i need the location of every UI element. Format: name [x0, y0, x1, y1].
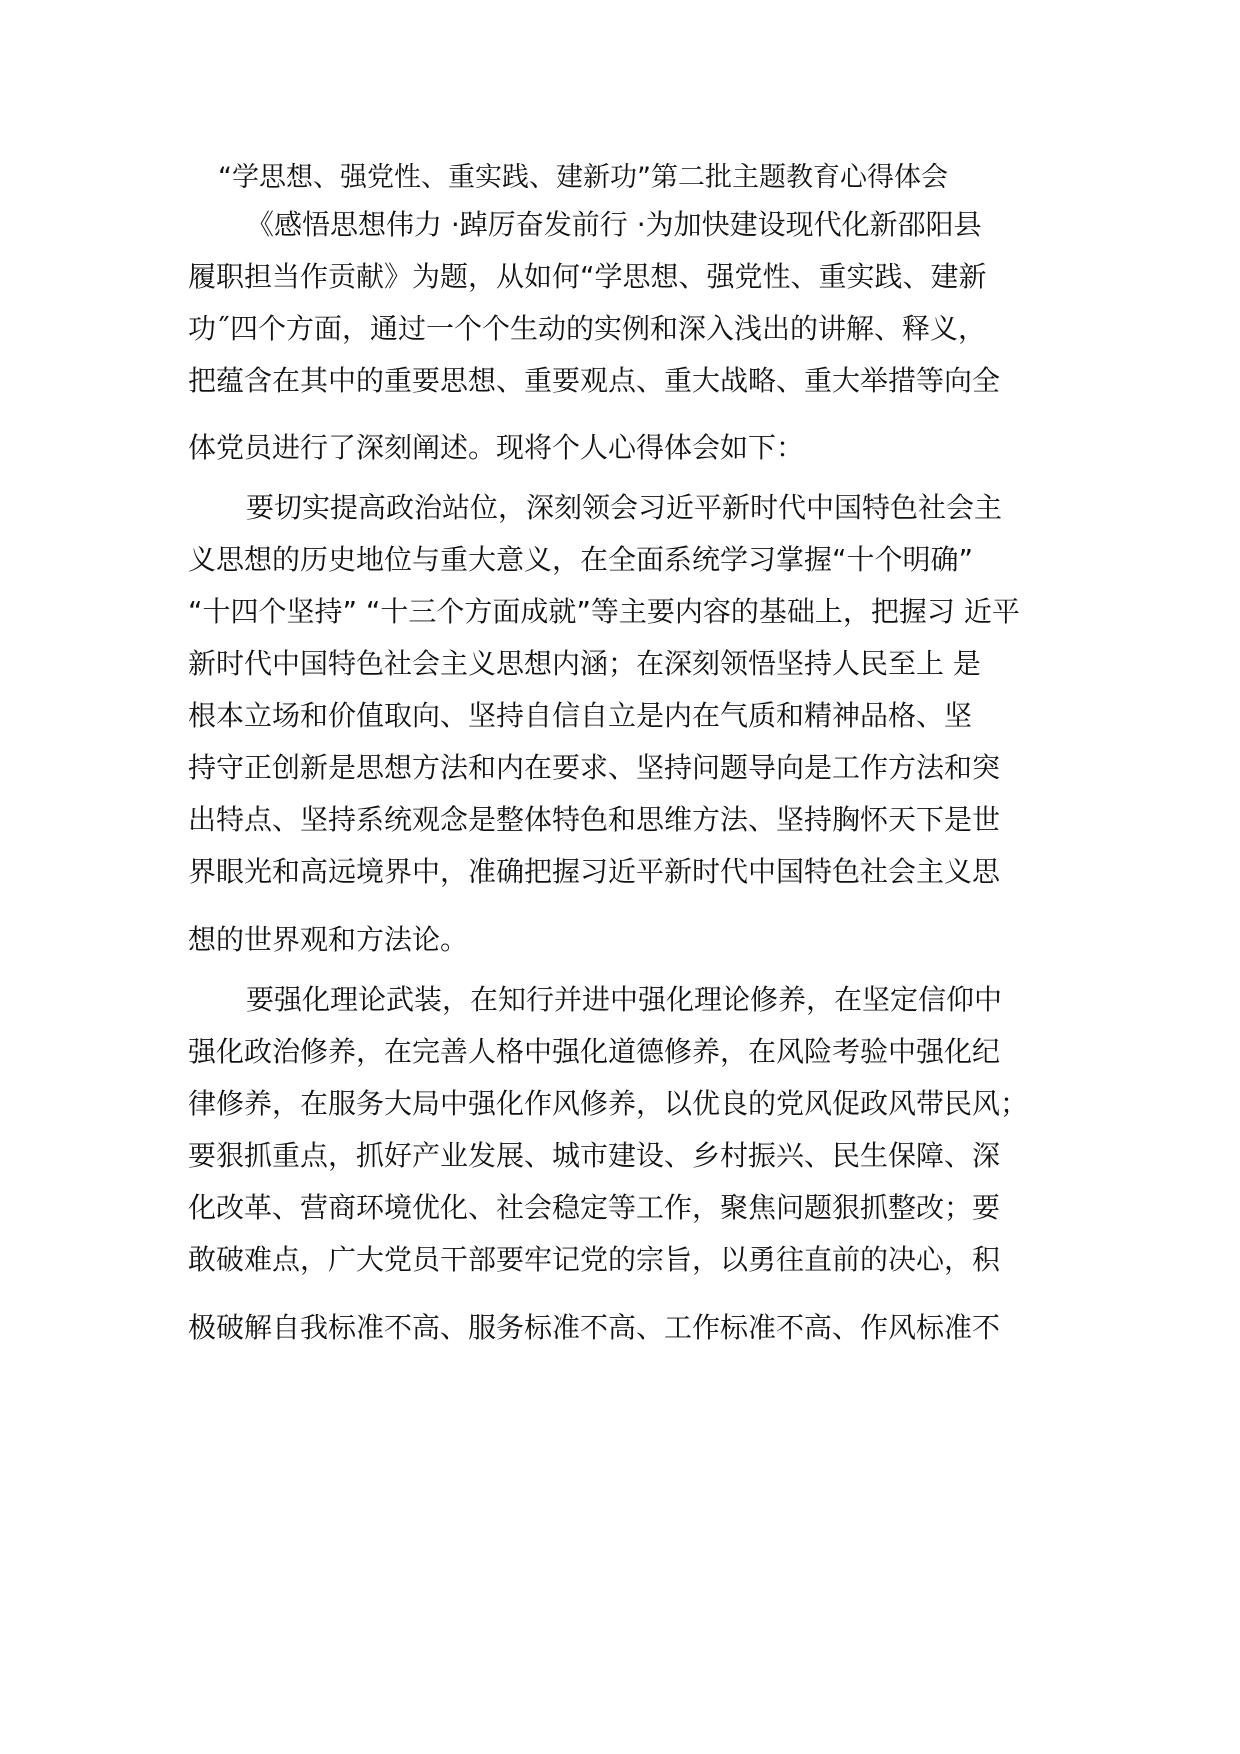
paragraph-line: 想的世界观和方法论。 — [188, 923, 469, 956]
paragraph-line: 要狠抓重点，抓好产业发展、城市建设、乡村振兴、民生保障、深 — [188, 1139, 1001, 1172]
paragraph-line: 新时代中国特色社会主义思想内涵；在深刻领悟坚持人民至上 是 — [188, 647, 981, 680]
paragraph-line: 体党员进行了深刻阐述。现将个人心得体会如下： — [188, 431, 805, 464]
paragraph-line: 化改革、营商环境优化、社会稳定等工作，聚焦问题狠抓整改；要 — [188, 1191, 1001, 1224]
paragraph-line: 把蕴含在其中的重要思想、重要观点、重大战略、重大举措等向全 — [188, 364, 1001, 397]
paragraph-line: 出特点、坚持系统观念是整体特色和思维方法、坚持胸怀天下是世 — [188, 803, 1001, 836]
paragraph-line: 律修养，在服务大局中强化作风修养，以优良的党风促政风带民风； — [188, 1087, 1029, 1120]
paragraph-line: 根本立场和价值取向、坚持自信自立是内在气质和精神品格、坚 — [188, 699, 973, 732]
paragraph-line: 履职担当作贡献》为题，从如何“学思想、强党性、重实践、建新 — [188, 260, 987, 293]
paragraph-line: 敢破难点，广大党员干部要牢记党的宗旨，以勇往直前的决心，积 — [188, 1243, 1001, 1276]
paragraph-line: 要切实提高政治站位，深刻领会习近平新时代中国特色社会主 — [246, 491, 1003, 524]
paragraph-line: 功˝四个方面，通过一个个生动的实例和深入浅出的讲解、释义， — [188, 312, 987, 345]
paragraph-line: 义思想的历史地位与重大意义，在全面系统学习掌握“十个明确” — [188, 543, 974, 576]
paragraph-line: “十四个坚持” “十三个方面成就”等主要内容的基础上，把握习 近平 — [188, 595, 1020, 628]
paragraph-line: 《感悟思想伟力 ·踔厉奋发前行 ·为加快建设现代化新邵阳县 — [246, 208, 982, 241]
paragraph-line: 持守正创新是思想方法和内在要求、坚持问题导向是工作方法和突 — [188, 751, 1001, 784]
document-title: “学思想、强党性、重实践、建新功”第二批主题教育心得体会 — [218, 162, 948, 193]
paragraph-line: 强化政治修养，在完善人格中强化道德修养，在风险考验中强化纪 — [188, 1035, 1001, 1068]
paragraph-line: 界眼光和高远境界中，准确把握习近平新时代中国特色社会主义思 — [188, 855, 1001, 888]
paragraph-line: 要强化理论武装，在知行并进中强化理论修养，在坚定信仰中 — [246, 983, 1003, 1016]
paragraph-line: 极破解自我标准不高、服务标准不高、工作标准不高、作风标准不 — [188, 1311, 1001, 1344]
